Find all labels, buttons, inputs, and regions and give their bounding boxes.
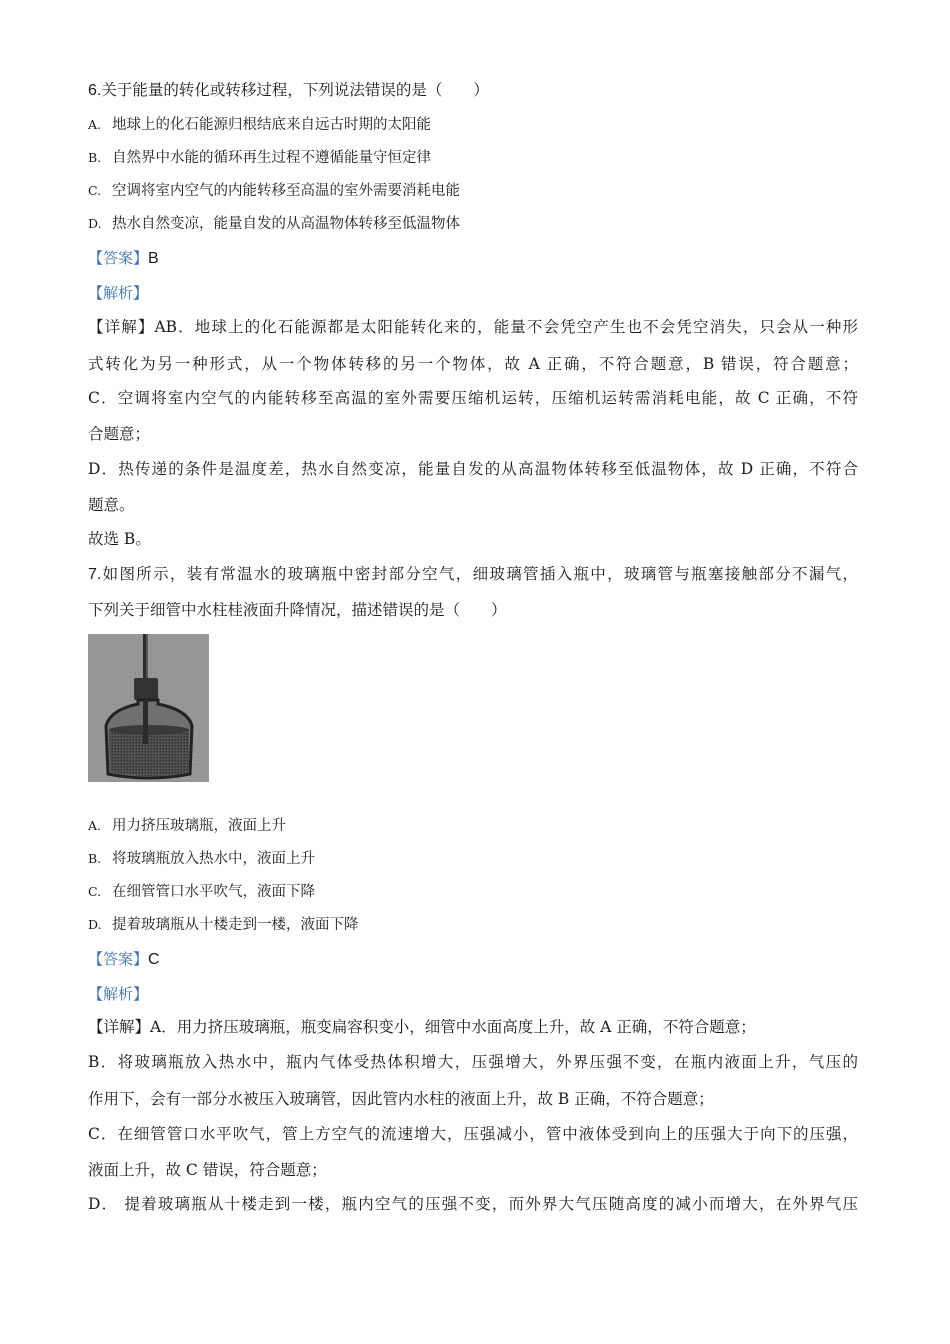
explanation-text: 合题意； [88,425,151,443]
option-text: 提着玻璃瓶从十楼走到一楼，液面下降 [112,917,359,933]
q6-explanation-line-3 [88,388,858,408]
answer-tag: 【答案】 [88,950,149,968]
q6-explanation-line-5 [88,459,858,479]
analysis-tag: 【解析】 [88,985,149,1003]
q7-option-c [88,882,315,902]
q7-explanation-line-1 [88,1017,756,1037]
explanation-text: 作用下，会有一部分水被压入玻璃管，因此管内水柱的液面上升，故 B 正确，不符合题意； [88,1090,714,1108]
q6-answer [88,248,159,269]
option-text: 自然界中水能的循环再生过程不遵循能量守恒定律 [112,150,431,166]
q6-explanation-line-2 [88,354,858,374]
question-text: 下列关于细管中水柱桂液面升降情况，描述错误的是（ ） [88,601,507,619]
option-letter: B. [88,150,102,165]
answer-value: B [148,250,159,267]
q6-analysis-tag [88,283,148,303]
detail-tag: 【详解】 [88,1018,151,1036]
q7-explanation-line-3 [88,1089,714,1109]
q7-explanation-line-5 [88,1160,327,1180]
question-text: 如图所示，装有常温水的玻璃瓶中密封部分空气，细玻璃管插入瓶中，玻璃管与瓶塞接触部分不漏气， [101,565,858,583]
question-number: 7. [88,566,102,583]
q7-answer [88,949,160,970]
explanation-text: 式转化为另一种形式，从一个物体转移的另一个物体，故 A 正确，不符合题意，B 错误，符合题意； [88,355,858,373]
explanation-text: A．用力挤压玻璃瓶，瓶变扁容积变小，细管中水面高度上升，故 A 正确，不符合题意； [150,1018,756,1036]
question-text: 关于能量的转化或转移过程，下列说法错误的是（ ） [101,81,489,99]
option-letter: C. [88,183,102,198]
answer-tag: 【答案】 [88,249,149,267]
q7-explanation-line-6 [88,1194,858,1214]
option-letter: A. [88,818,102,833]
question-7-stem-line-2 [88,600,507,620]
explanation-text: 液面上升，故 C 错误，符合题意； [88,1161,327,1179]
option-text: 热水自然变凉，能量自发的从高温物体转移至低温物体 [112,216,460,232]
question-6-stem [88,80,489,101]
q7-analysis-tag [88,984,148,1004]
q7-option-d [88,915,359,935]
q6-option-a [88,115,431,135]
q7-option-b [88,849,315,869]
option-letter: D. [88,917,102,932]
option-letter: C. [88,884,102,899]
option-text: 用力挤压玻璃瓶，液面上升 [112,818,286,834]
q7-explanation-line-2 [88,1052,858,1072]
explanation-text: 题意。 [88,496,135,514]
explanation-text: B．将玻璃瓶放入热水中，瓶内气体受热体积增大，压强增大，外界压强不变，在瓶内液面上升，气压的 [88,1053,858,1071]
bottle-diagram-icon [88,634,209,782]
explanation-text: D． 提着玻璃瓶从十楼走到一楼，瓶内空气的压强不变，而外界大气压随高度的减小而增大，在外界气压 [88,1195,858,1213]
q6-option-d [88,214,460,234]
explanation-text: D．热传递的条件是温度差，热水自然变凉，能量自发的从高温物体转移至低温物体，故 D 正确，不符合 [88,460,858,478]
option-text: 将玻璃瓶放入热水中，液面上升 [112,851,315,867]
option-text: 空调将室内空气的内能转移至高温的室外需要消耗电能 [112,183,460,199]
bottle-figure [88,634,209,782]
explanation-text: AB．地球上的化石能源都是太阳能转化来的，能量不会凭空产生也不会凭空消失，只会从一种形 [154,318,858,336]
q7-explanation-line-4 [88,1124,858,1144]
answer-value: C [148,951,160,968]
q6-conclusion [88,529,151,549]
question-7-stem [88,564,858,585]
q6-explanation-line-6 [88,495,135,515]
option-text: 地球上的化石能源归根结底来自远古时期的太阳能 [112,117,431,133]
q6-explanation-line-1 [88,317,858,337]
detail-tag: 【详解】 [88,318,155,336]
q7-option-a [88,816,286,836]
option-text: 在细管管口水平吹气，液面下降 [112,884,315,900]
explanation-text: C．在细管管口水平吹气，管上方空气的流速增大，压强减小，管中液体受到向上的压强大于向下的压强， [88,1125,858,1143]
explanation-text: 故选 B。 [88,530,151,548]
option-letter: D. [88,216,102,231]
analysis-tag: 【解析】 [88,284,149,302]
question-number: 6. [88,82,102,99]
option-letter: A. [88,117,102,132]
q6-option-b [88,148,431,168]
explanation-text: C．空调将室内空气的内能转移至高温的室外需要压缩机运转，压缩机运转需消耗电能，故 C 正确，不符 [88,389,858,407]
q6-option-c [88,181,460,201]
option-letter: B. [88,851,102,866]
q6-explanation-line-4 [88,424,150,444]
